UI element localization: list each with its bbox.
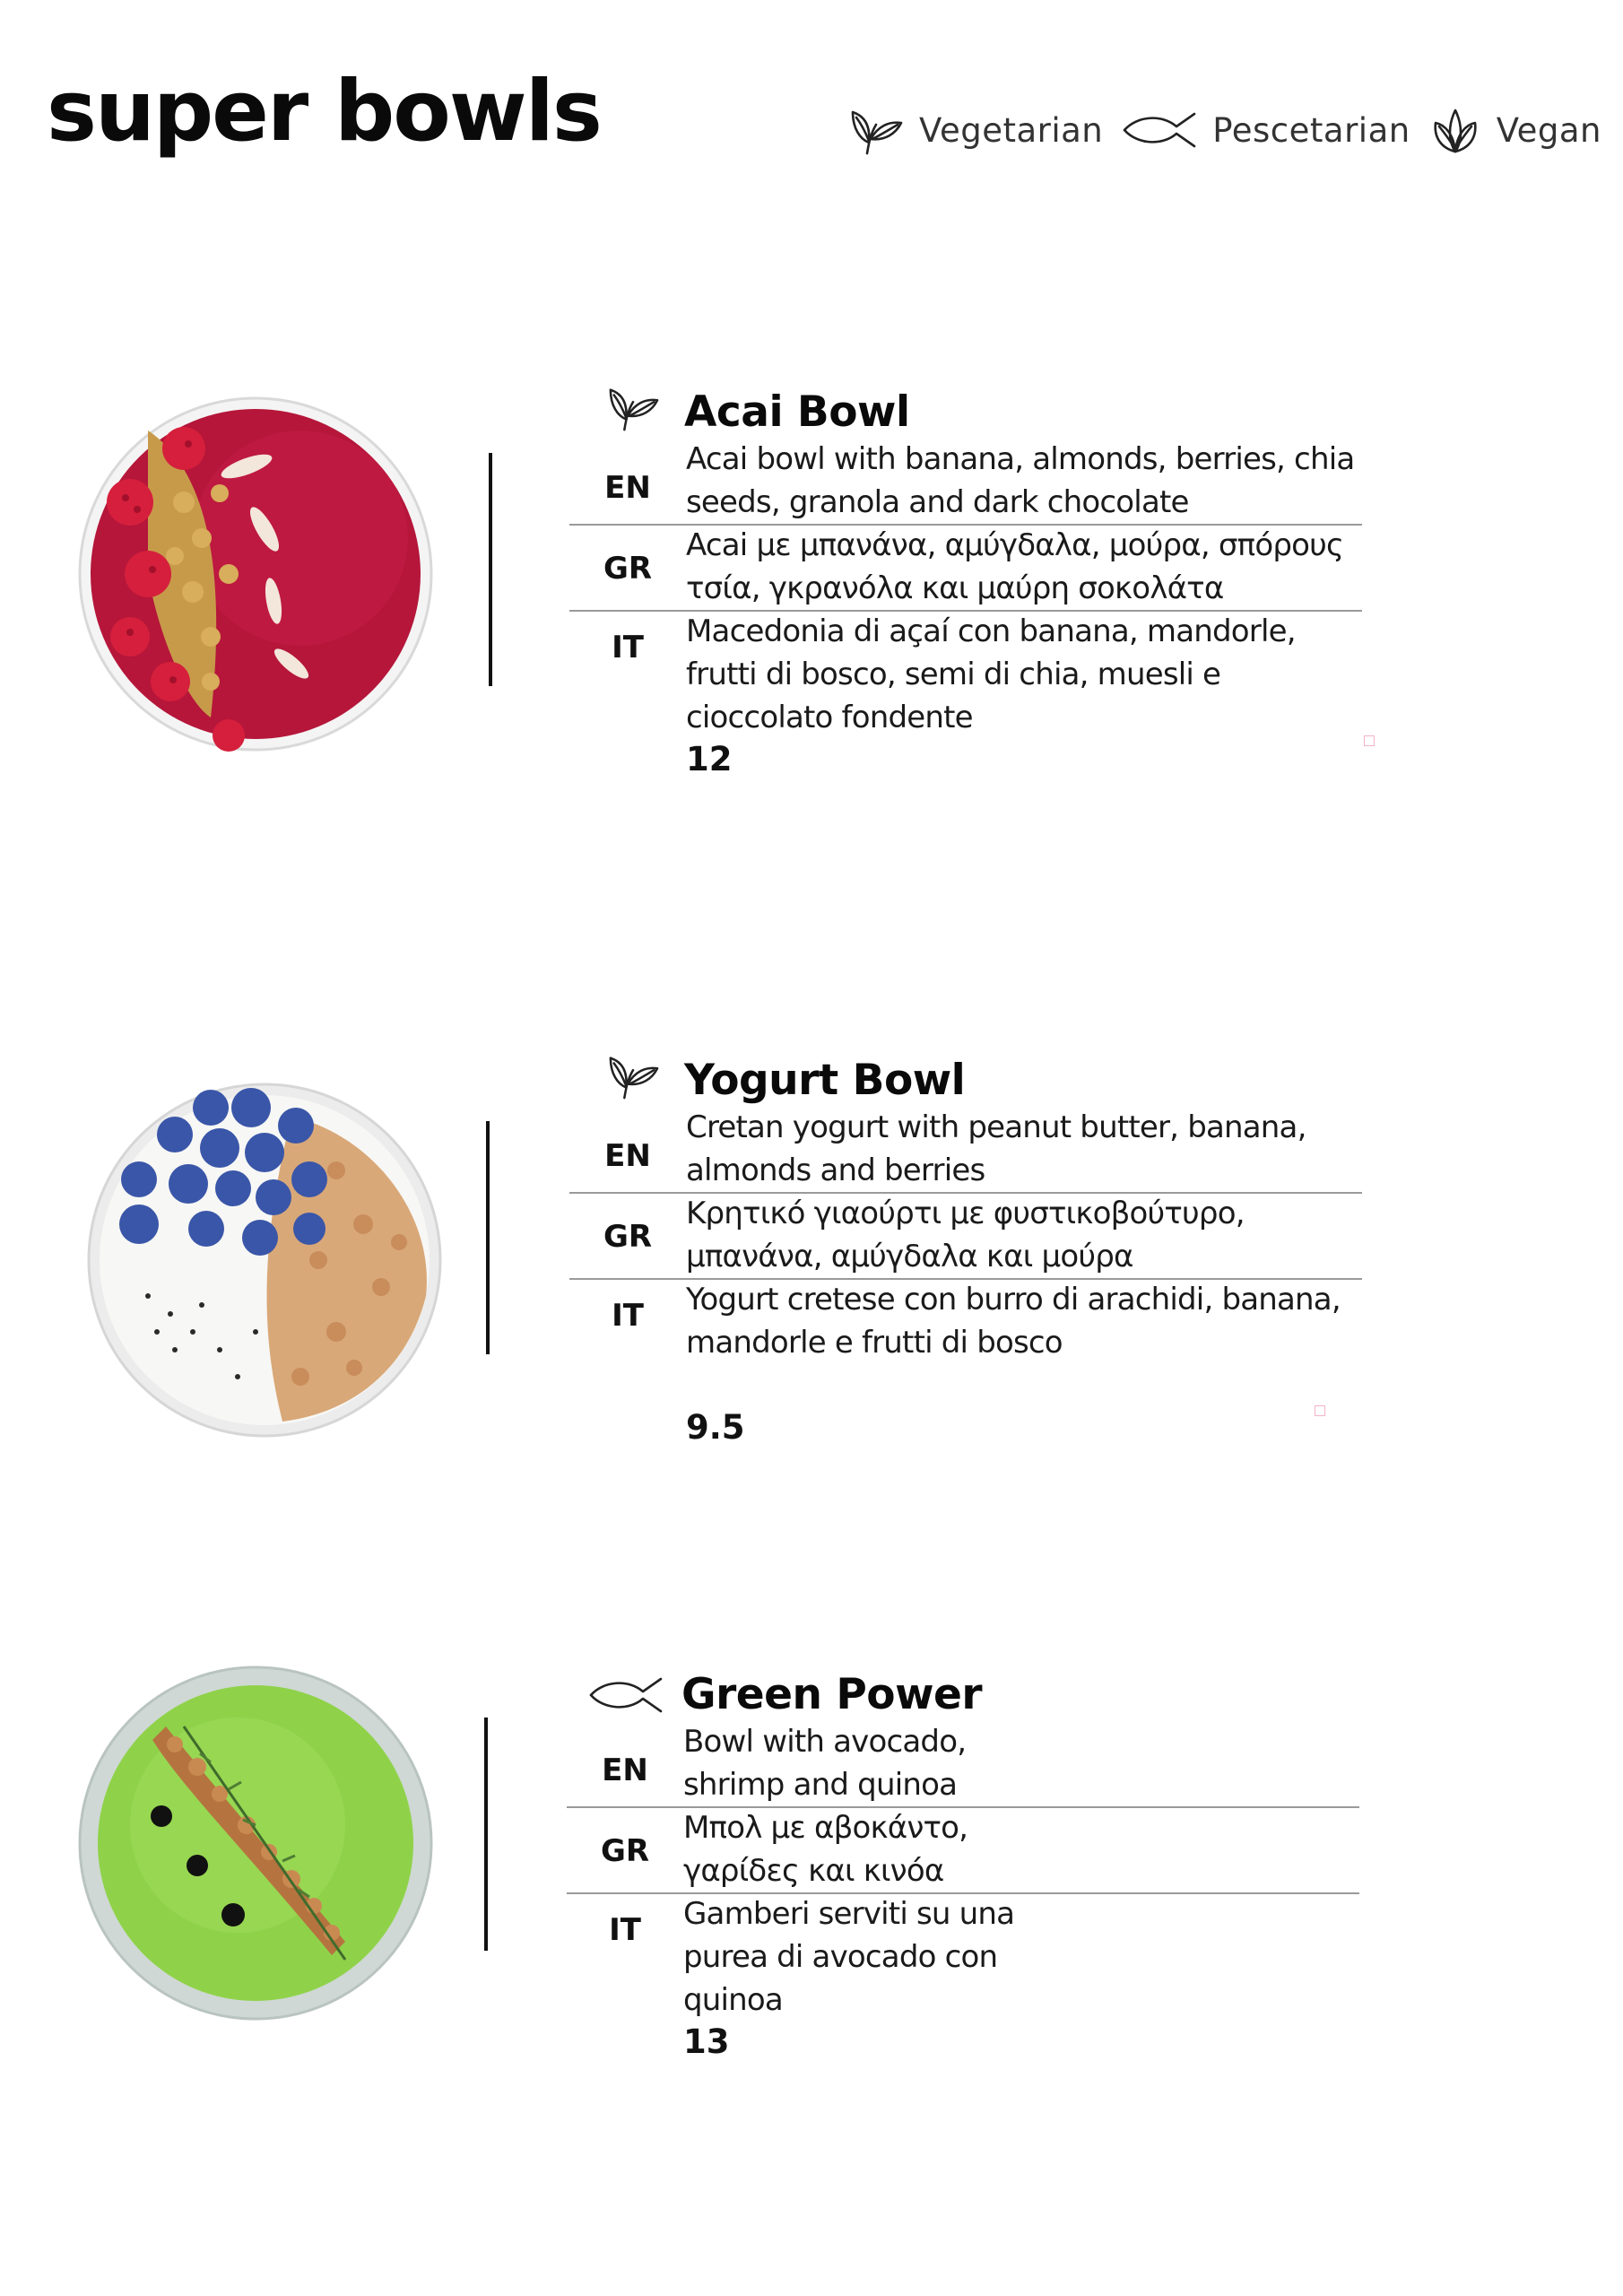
marker-dot (1315, 1405, 1325, 1416)
leaf-icon (605, 1049, 661, 1101)
leaf-icon (605, 381, 661, 433)
diet-legend (847, 99, 1601, 161)
lang-code: GR (603, 1219, 653, 1255)
page-title: super bowls (47, 63, 601, 161)
item-name: Green Power (681, 1670, 983, 1719)
description-row-en (567, 1720, 1359, 1808)
leaf-icon (847, 103, 905, 157)
description-row-it (567, 1892, 1359, 2018)
lang-code: EN (604, 470, 651, 506)
description-row-en (569, 1106, 1362, 1194)
item-price: 13 (683, 2022, 730, 2061)
lang-code: EN (602, 1752, 648, 1788)
description-text: Μπολ με αβοκάντο, γαρίδες και κινόα (683, 1810, 968, 1889)
description-row-en (569, 438, 1362, 526)
item-name: Yogurt Bowl (684, 1056, 966, 1105)
acai-bowl-photo (76, 395, 435, 753)
green-power-bowl-photo (76, 1664, 435, 2022)
item-name: Acai Bowl (684, 387, 910, 437)
legend-vegetarian (847, 103, 1103, 157)
item-divider (484, 1718, 488, 1951)
description-row-it (569, 610, 1362, 735)
description-row-gr (567, 1806, 1359, 1894)
description-text: Macedonia di açaí con banana, mandorle, frutti di bosco, semi di chia, muesli e cioccolato fondente (686, 613, 1296, 735)
item-divider (489, 453, 492, 686)
legend-pescetarian (1121, 110, 1410, 150)
lang-code: IT (612, 1298, 644, 1334)
description-text: Bowl with avocado, shrimp and quinoa (683, 1724, 967, 1803)
lang-code: GR (600, 1833, 650, 1869)
marker-dot (1364, 735, 1375, 746)
description-text: Gamberi serviti su una purea di avocado con quinoa (683, 1896, 1015, 2018)
yogurt-bowl-photo (85, 1081, 444, 1439)
description-row-it (569, 1278, 1362, 1364)
fish-icon (587, 1675, 664, 1715)
lang-code: IT (609, 1912, 641, 1948)
description-text: Κρητικό γιαούρτι με φυστικοβούτυρο, μπανάνα, αμύγδαλα και μούρα (686, 1196, 1245, 1274)
description-text: Acai bowl with banana, almonds, berries, chia seeds, granola and dark chocolate (686, 441, 1355, 520)
legend-label: Pescetarian (1212, 110, 1410, 150)
legend-vegan (1428, 103, 1601, 157)
lang-code: EN (604, 1138, 651, 1174)
fish-icon (1121, 110, 1198, 150)
item-divider (486, 1121, 490, 1354)
item-price: 9.5 (686, 1408, 745, 1447)
description-text: Cretan yogurt with peanut butter, banana, almonds and berries (686, 1109, 1306, 1188)
vegan-leaf-icon (1428, 103, 1482, 157)
description-text: Acai με μπανάνα, αμύγδαλα, μούρα, σπόρους τσία, γκρανόλα και μαύρη σοκολάτα (686, 527, 1344, 606)
legend-label: Vegan (1496, 110, 1601, 150)
legend-label: Vegetarian (919, 110, 1104, 150)
lang-code: IT (612, 630, 644, 665)
item-price: 12 (686, 740, 733, 778)
description-row-gr (569, 1192, 1362, 1280)
description-row-gr (569, 524, 1362, 612)
lang-code: GR (603, 551, 653, 587)
description-text: Yogurt cretese con burro di arachidi, banana, mandorle e frutti di bosco (686, 1282, 1341, 1361)
